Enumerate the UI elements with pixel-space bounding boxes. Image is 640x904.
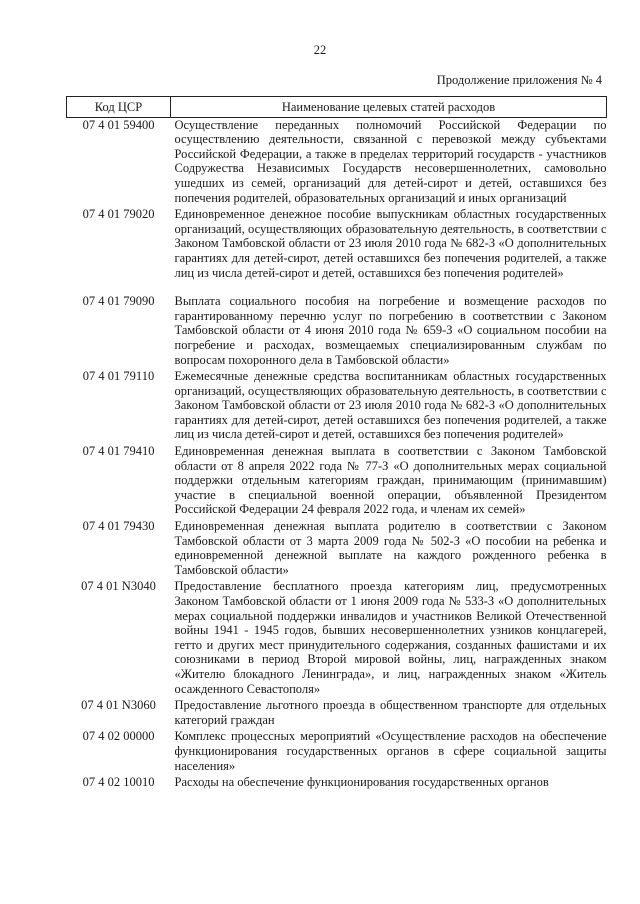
row-name: Осуществление переданных полномочий Российской Федерации по осуществлению деятельности, связанной с перевозкой между субъектами Российской Федерации, а также в пределах территорий государств - участников Содружества Независимых Государств несовершеннолетних, самовольно ушедших из семей, организаций для детей-сирот и детей, оставшихся без попечения родителей, образовательных организаций и иных организаций: [174, 117, 607, 205]
row-code: 07 4 01 79410: [82, 444, 155, 459]
row-name: Расходы на обеспечение функционирования государственных органов: [174, 775, 549, 790]
table-row: [67, 444, 607, 519]
table-row: [67, 698, 607, 729]
row-code: 07 4 01 59400: [82, 117, 155, 132]
row-code: 07 4 01 79430: [82, 519, 155, 534]
row-name: Ежемесячные денежные средства воспитанникам областных государственных организаций, осуществляющих образовательную деятельность, в соответствии с Законом Тамбовской области от 23 июля 2010 года № 682-З «О дополнительных гарантиях для детей-сирот, детей оставшихся без попечения родителей, а также лиц из числа детей-сирот и детей, оставшихся без попечения родителей»: [174, 369, 607, 442]
table-row: [67, 729, 607, 775]
row-code: 07 4 01 79110: [82, 369, 155, 384]
row-code: 07 4 01 N3040: [81, 579, 156, 594]
page-number: 22: [313, 43, 327, 57]
row-name: Единовременное денежное пособие выпускникам областных государственных организаций, осуществляющих образовательную деятельность, в соответствии с Законом Тамбовской области от 23 июля 2010 года № 682-З «О дополнительных гарантиях для детей-сирот, детей оставшихся без попечения родителей, а также лиц из числа детей-сирот и детей, оставшихся без попечения родителей»: [174, 207, 607, 280]
row-code: 07 4 01 N3060: [81, 698, 156, 713]
row-code: 07 4 01 79020: [82, 207, 155, 222]
row-code: 07 4 02 10010: [82, 775, 155, 790]
table-row: [67, 117, 607, 207]
table-row: [67, 369, 607, 444]
appendix-continuation-note: Продолжение приложения № 4: [436, 73, 602, 87]
row-name: Единовременная денежная выплата в соответствии с Законом Тамбовской области от 8 апреля 2022 года № 77-З «О дополнительных мерах социальной поддержки отдельным категориям граждан, принимающим (принимавшим) участие в специальной военной операции, объявленной Президентом Российской Федерации 24 февраля 2022 года, и членам их семей»: [174, 444, 607, 517]
row-name: Предоставление бесплатного проезда категориям лиц, предусмотренных Законом Тамбовской области от 1 июня 2009 года № 533-З «О дополнительных мерах социальной поддержки инвалидов и участников Великой Отечественной войны 1941 - 1945 годов, бывших несовершеннолетних узников концлагерей, гетто и других мест принудительного содержания, созданных фашистами и их союзниками в период Второй мировой войны, лиц, награжденных знаком «Жителю блокадного Ленинграда», и лиц, награжденных знаком «Житель осажденного Севастополя»: [174, 579, 607, 696]
row-name: Комплекс процессных мероприятий «Осуществление расходов на обеспечение функционирования государственных органов в сфере социальной защиты населения»: [174, 729, 607, 773]
expenditure-items-table: [66, 96, 607, 792]
header-code: Код ЦСР: [67, 97, 171, 118]
row-code: 07 4 02 00000: [82, 729, 155, 744]
table-row: [67, 519, 607, 579]
row-name: Выплата социального пособия на погребение и возмещение расходов по гарантированному перечню услуг по погребению в соответствии с Законом Тамбовской области от 4 июня 2010 года № 659-З «О социальном пособии на погребение и расходах, возмещаемых специализированным службам по вопросам похоронного дела в Тамбовской области»: [174, 294, 607, 367]
table-row: [67, 207, 607, 294]
table-header-row: [67, 97, 607, 118]
table-row: [67, 775, 607, 792]
table-row: [67, 294, 607, 369]
row-name: Предоставление льготного проезда в общественном транспорте для отдельных категорий граждан: [174, 698, 607, 727]
header-name: Наименование целевых статей расходов: [171, 97, 607, 118]
table-row: [67, 579, 607, 698]
row-code: 07 4 01 79090: [82, 294, 155, 309]
row-name: Единовременная денежная выплата родителю в соответствии с Законом Тамбовской области от 3 марта 2009 года № 502-З «О пособии на ребенка и единовременной денежной выплате на каждого рожденного ребенка в Тамбовской области»: [174, 519, 607, 577]
